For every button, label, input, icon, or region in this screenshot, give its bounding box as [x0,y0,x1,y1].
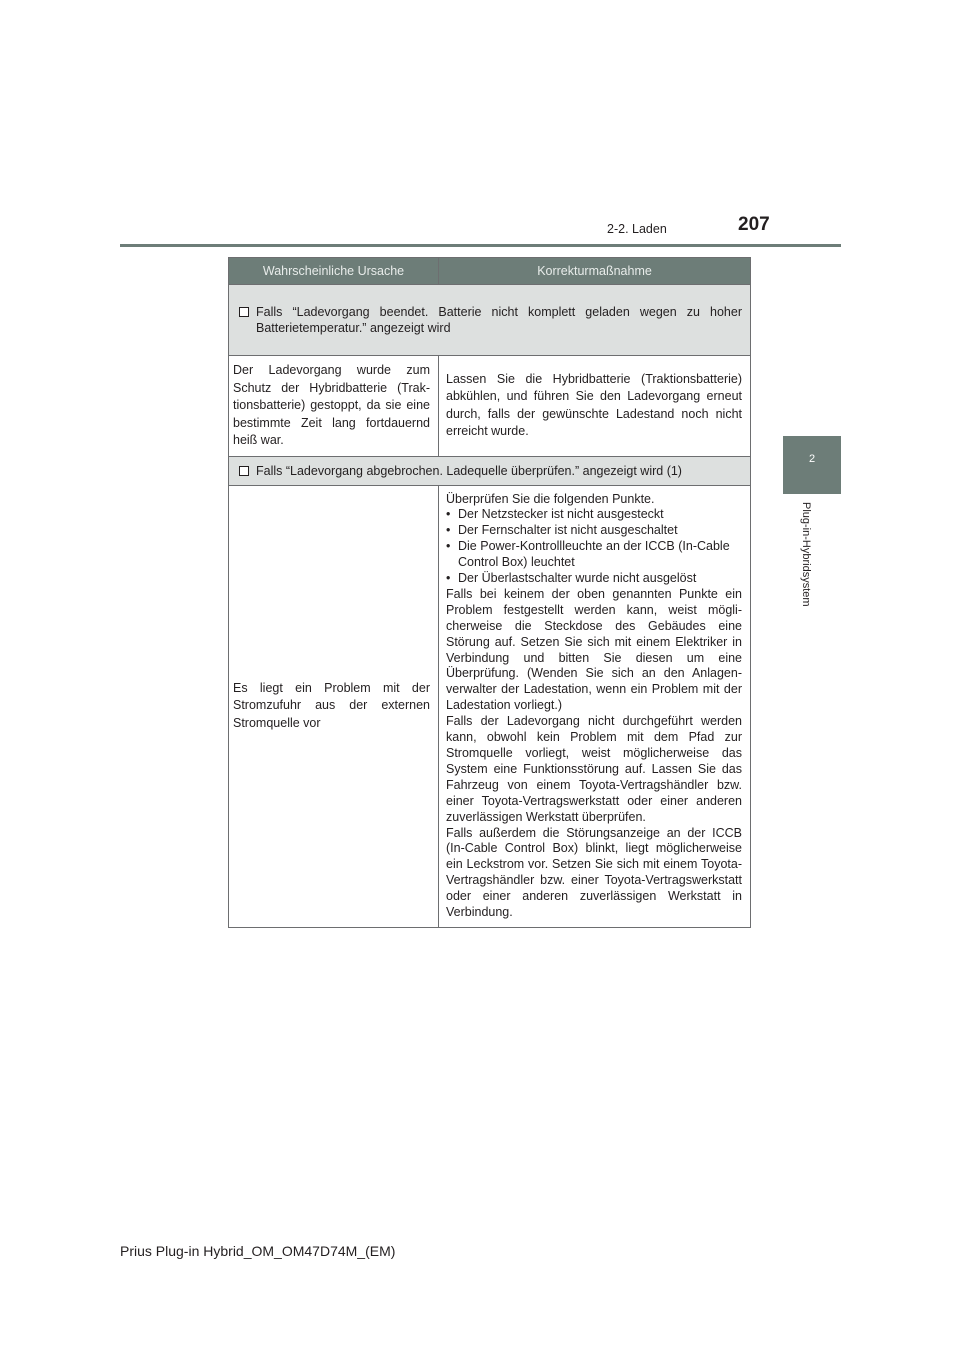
checkbox-icon [239,466,249,476]
column-header-action: Korrekturmaßnahme [439,258,751,285]
troubleshooting-table [228,257,751,928]
checkbox-icon [239,307,249,317]
action-paragraph: Falls der Ladevorgang nicht durchgeführt werden kann, obwohl kein Problem mit dem Pfad zur Stromquelle vorliegt, weist möglicherweise das System eine Funktionsstörung auf. Lassen Sie das Fahrzeug von einem Toyota-Vertragshändler bzw. einer Toyota-Vertragswerkstatt oder einer anderen zuverlässigen Werkstatt überprüfen. [446,714,742,824]
bullet-item [446,507,742,523]
section-header: 2-2. Laden [607,222,667,236]
bullet-icon: • [446,507,451,522]
bullet-item [446,523,742,539]
header-rule [120,244,841,247]
column-header-cause: Wahrscheinliche Ursache [229,258,439,285]
action-cell: Lassen Sie die Hybridbatterie (Traktionsbatterie) abkühlen, und führen Sie den Ladevorgang erneut durch, falls der gewünschte Ladestand noch nicht erreicht wurde. [439,356,751,457]
table-header-row [229,258,751,285]
bullet-text: Die Power-Kontrollleuchte an der ICCB (In-Cable Control Box) leuchtet [458,539,730,570]
bullet-text: Der Netzstecker ist nicht ausgesteckt [458,507,664,522]
bullet-icon: • [446,539,451,554]
cause-cell: Es liegt ein Problem mit der Stromzufuhr aus der externen Stromquelle vor [229,485,439,927]
condition-content [239,304,742,336]
action-cell [439,485,751,927]
footer-manual-id: Prius Plug-in Hybrid_OM_OM47D74M_(EM) [120,1243,396,1259]
condition-row [229,285,751,356]
table-row [229,485,751,927]
condition-cell [229,285,751,356]
action-paragraph: Falls außerdem die Störungsanzeige an der ICCB (In-Cable Control Box) blinkt, liegt möglicherweise ein Leckstrom vor. Setzen Sie sich mit einem Toyota-Vertragshändler bzw. einer Toyota-Vertragswerkstatt oder einer anderen zuverlässigen Werkstatt in Verbindung. [446,825,742,920]
page-number: 207 [738,214,770,235]
action-paragraph: Falls bei keinem der oben genannten Punkte ein Problem festgestellt werden kann, weist möglicherweise die Steckdose des Gebäudes eine Störung auf. Setzen Sie sich mit einem Elektriker in Verbindung und bitten Sie diesen um eine Überprüfung. (Wenden Sie sich an den Anlagenverwalter der Ladestation, wenn ein Problem mit der Ladestation vorliegt.) [446,586,742,713]
condition-content [239,463,742,479]
chapter-label: Plug-in-Hybridsystem [800,502,812,607]
bullet-item [446,539,742,571]
bullet-icon: • [446,571,451,586]
action-intro: Überprüfen Sie die folgenden Punkte. [446,491,655,506]
table-row [229,356,751,457]
cause-cell: Der Ladevorgang wurde zum Schutz der Hybridbatterie (Traktionsbatterie) gestoppt, da sie eine bestimmte Zeit lang fortdauernd heiß war. [229,356,439,457]
condition-cell [229,456,751,485]
bullet-item [446,571,742,587]
bullet-icon: • [446,523,451,538]
chapter-tab: 2 [783,436,841,494]
condition-text: Falls “Ladevorgang abgebrochen. Ladequelle überprüfen.” angezeigt wird (1) [256,463,682,478]
bullet-text: Der Überlastschalter wurde nicht ausgelöst [458,571,697,586]
bullet-text: Der Fernschalter ist nicht ausgeschaltet [458,523,678,538]
condition-text: Falls “Ladevorgang beendet. Batterie nicht komplett geladen wegen zu hoher Batterietemperatur.” angezeigt wird [256,305,742,335]
condition-row [229,456,751,485]
